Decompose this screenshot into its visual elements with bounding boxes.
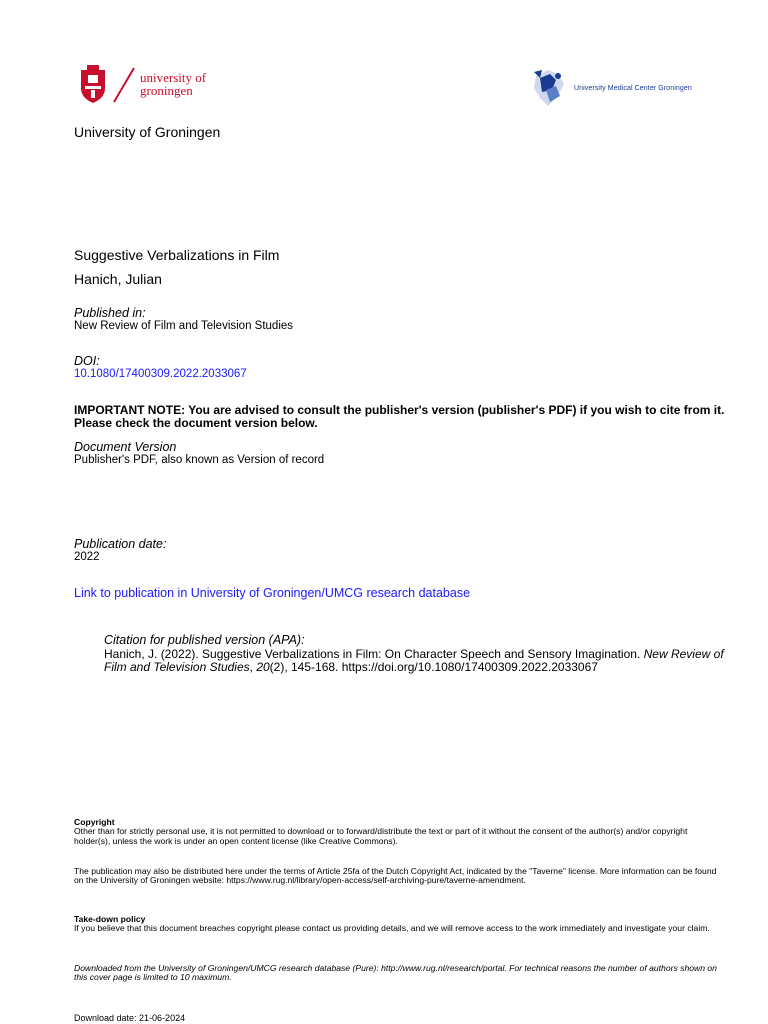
document-version-label: Document Version: [74, 440, 177, 454]
citation-sep: ,: [249, 660, 257, 674]
copyright-section: [74, 818, 724, 846]
document-version-section: [74, 440, 324, 466]
rug-wordmark-line2: groningen: [140, 83, 193, 98]
download-date: Download date: 21-06-2024: [74, 1013, 186, 1023]
document-version-value: Publisher's PDF, also known as Version of record: [74, 454, 325, 466]
doi-label: DOI:: [74, 354, 100, 368]
rug-logo: [78, 64, 206, 104]
takedown-heading: Take-down policy: [74, 914, 146, 924]
taverne-notice: The publication may also be distributed here under the terms of Article 25fa of the Dutch Copyright Act, indicated by the "Taverne" license. More information can be found on the University of Groningen website: https://www.rug.nl/library/open-access/self-archiving-pure/taverne-amendment.: [74, 866, 717, 886]
umcg-mark-icon: [528, 66, 570, 110]
doi-link[interactable]: 10.1080/17400309.2022.2033067: [74, 368, 247, 380]
rug-wordmark: [140, 71, 206, 97]
doi-section: [74, 354, 247, 380]
citation-part1: Hanich, J. (2022). Suggestive Verbalizations in Film: On Character Speech and Sensory Imagination.: [104, 646, 644, 661]
important-note: IMPORTANT NOTE: You are advised to consult the publisher's version (publisher's PDF) if you wish to cite from it. Please check the document version below.: [74, 403, 725, 430]
published-in-value: New Review of Film and Television Studies: [74, 320, 294, 332]
rug-crest-icon: [78, 64, 108, 104]
citation-volume: 20: [256, 660, 270, 674]
citation-section: [104, 634, 744, 675]
publication-author: Hanich, Julian: [74, 271, 162, 287]
rug-wordmark-line1: university of: [140, 70, 207, 85]
publication-title: Suggestive Verbalizations in Film: [74, 247, 280, 263]
copyright-text: Other than for strictly personal use, it is not permitted to download or to forward/distribute the text or part of it without the consent of the author(s) and/or copyright holder(s), unless the work is under an open content license (like Creative Commons).: [74, 826, 688, 846]
copyright-heading: Copyright: [74, 817, 115, 827]
database-link[interactable]: Link to publication in University of Groningen/UMCG research database: [74, 586, 471, 600]
umcg-logo: [528, 66, 692, 110]
publication-date-value: 2022: [74, 551, 100, 563]
downloaded-from-notice: Downloaded from the University of Groningen/UMCG research database (Pure): http://www.rug.nl/research/portal. For technical reasons the number of authors shown on this cover page is limited to 10 maximum.: [74, 963, 717, 983]
slash-divider-icon: [110, 64, 138, 104]
takedown-text: If you believe that this document breaches copyright please contact us providing details, and we will remove access to the work immediately and investigate your claim.: [74, 923, 710, 934]
published-in-section: [74, 306, 293, 332]
citation-journal: New Review of Film and Television Studies: [104, 646, 724, 674]
citation-rest: (2), 145-168. https://doi.org/10.1080/17400309.2022.2033067: [269, 660, 598, 674]
umcg-wordmark: University Medical Center Groningen: [574, 84, 692, 92]
publication-date-label: Publication date:: [74, 537, 167, 551]
institution-title: University of Groningen: [74, 124, 221, 140]
publication-date-section: [74, 537, 166, 563]
takedown-section: [74, 915, 724, 934]
citation-label: Citation for published version (APA):: [104, 633, 305, 647]
citation-text: [104, 648, 744, 675]
published-in-label: Published in:: [74, 306, 146, 320]
